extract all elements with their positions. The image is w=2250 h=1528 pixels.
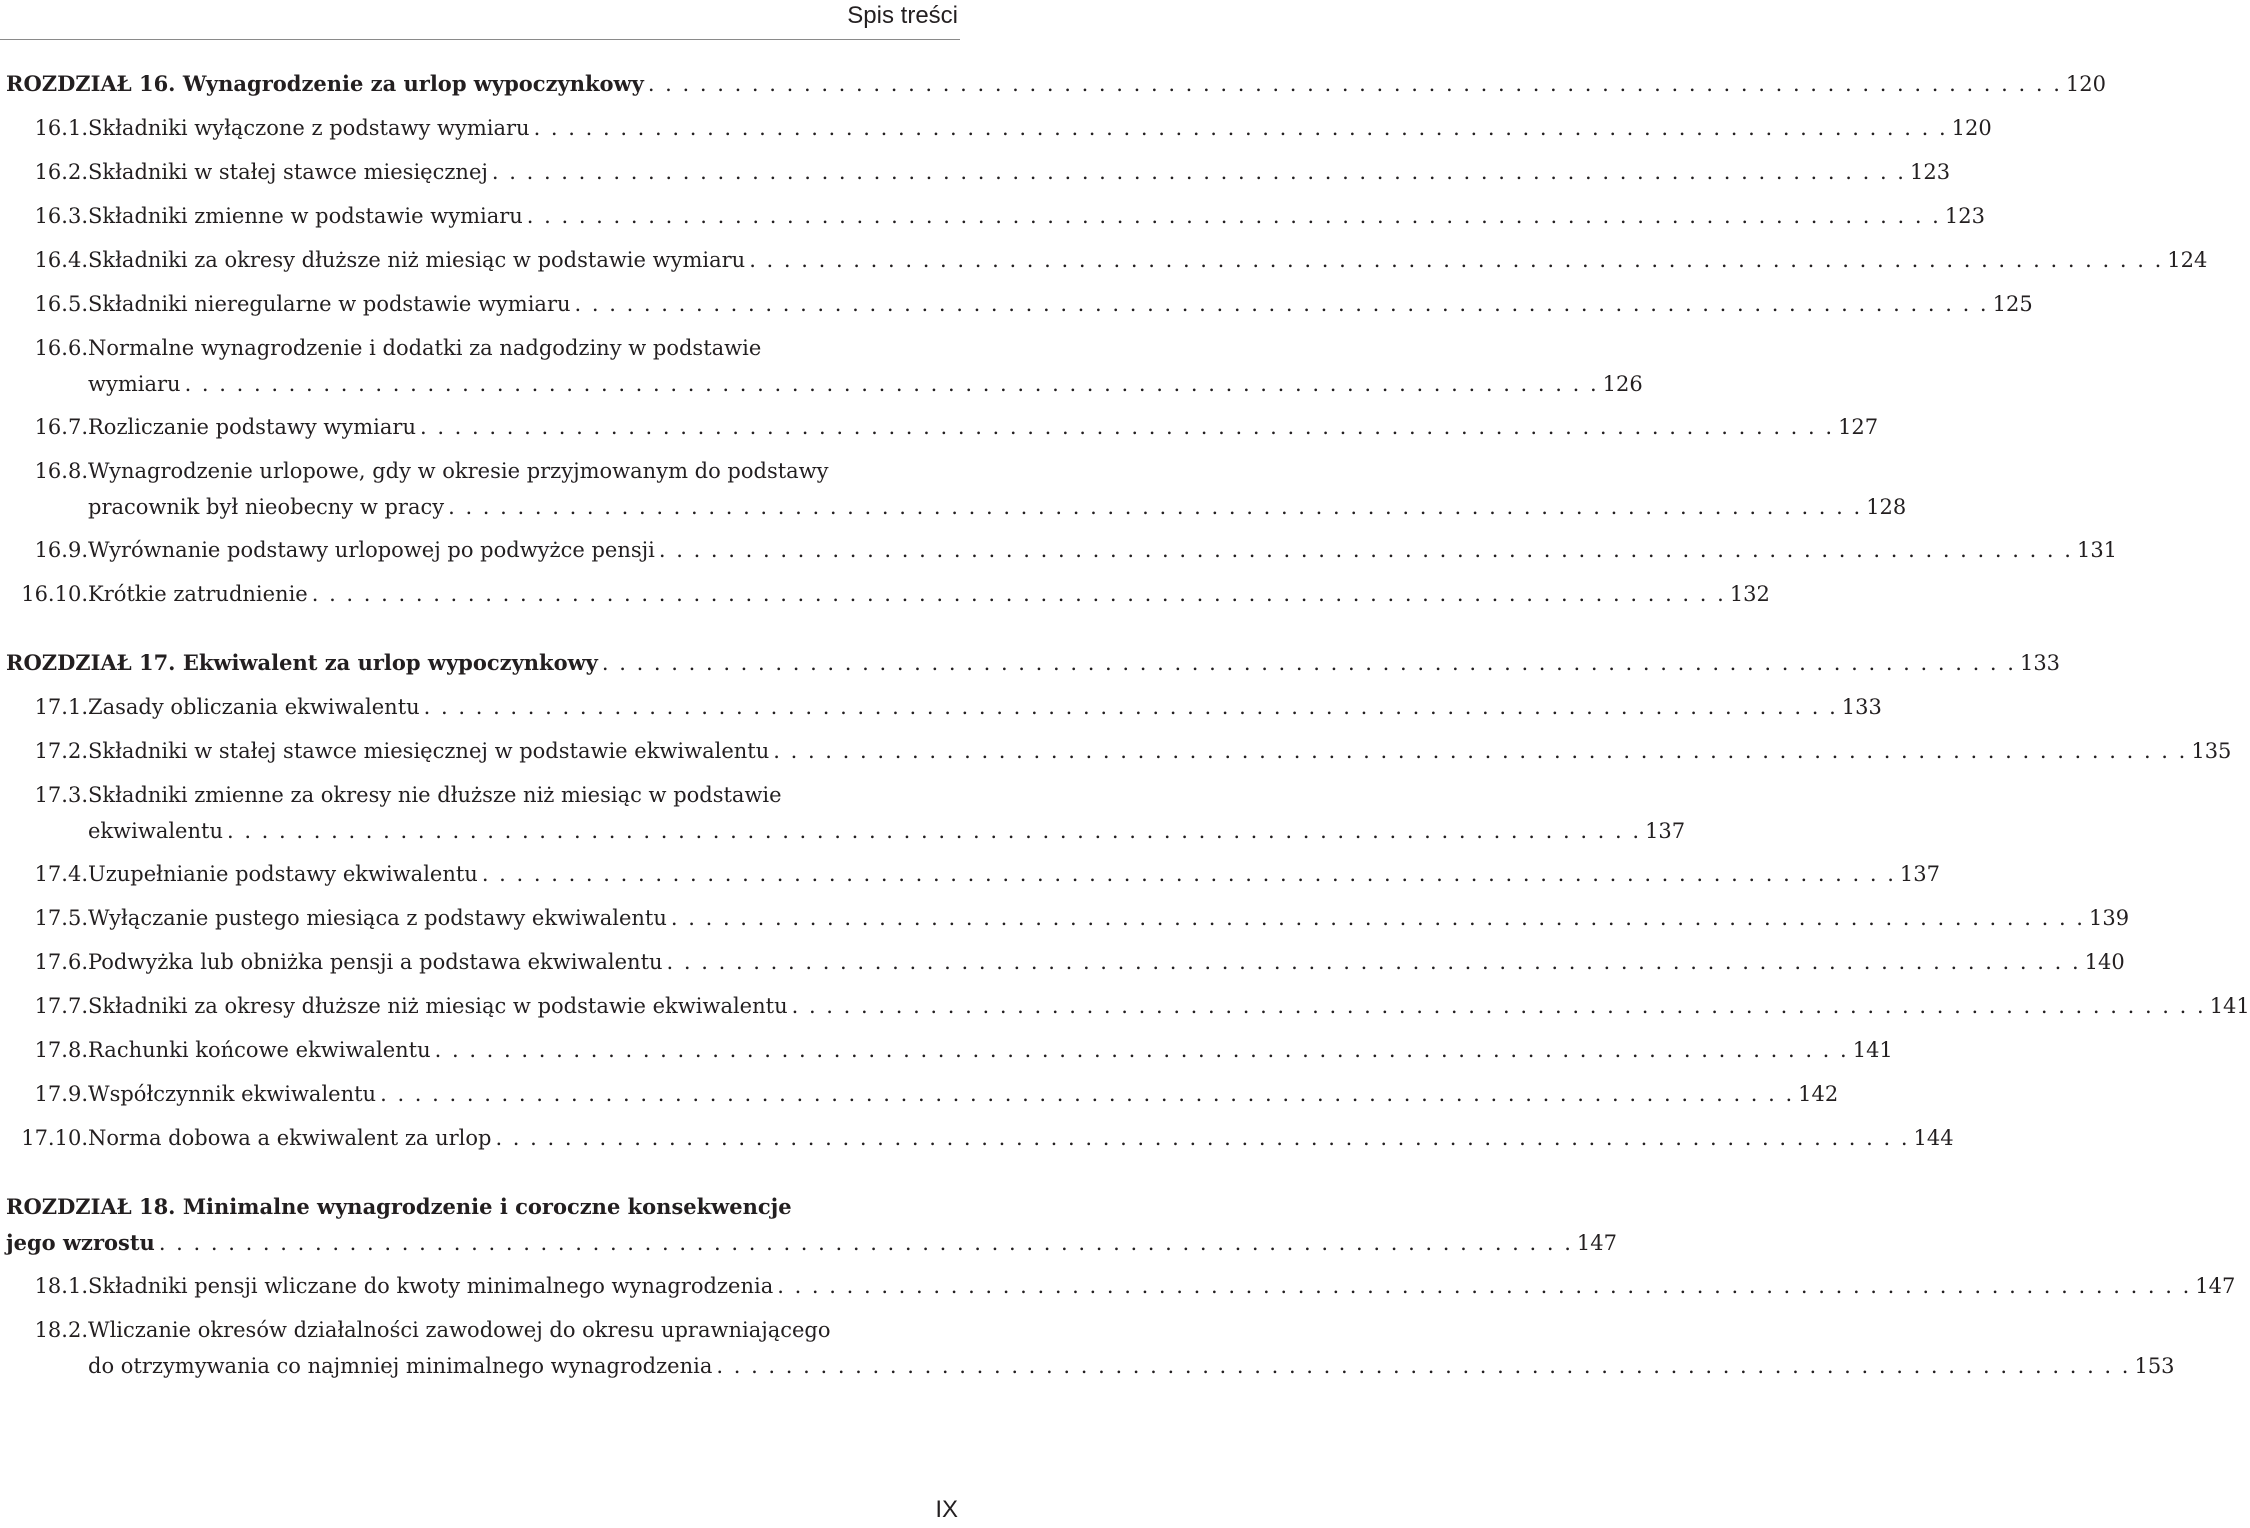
entry-title-text: Składniki zmienne za okresy nie dłuższe niż miesiąc w podstawie [88,783,782,807]
leader-row [88,242,2208,278]
entry-title [88,489,444,525]
entry-title [88,1348,712,1384]
leader-row [88,1120,1954,1156]
entry-title-text: Rachunki końcowe ekwiwalentu [88,1038,431,1062]
entry-title [6,1189,792,1225]
entry-title [88,1268,773,1304]
dot-leader: . . . . . . . . . . . . . . . . . . . . . . . . . . . . . . . . . . . . . . . . . . . . . . . . . . . . . . . . . . . . . . . . . . . . . . . . . . . . . . . . . . [601,651,2016,675]
toc-section-entry[interactable] [0,330,1643,402]
section-number: 18.2. [34,1318,88,1342]
page-number: 144 [1913,1126,1954,1150]
entry-title [88,286,571,322]
entry-title-text: Składniki nieregularne w podstawie wymiaru [88,292,571,316]
chapter-number: ROZDZIAŁ 16. [6,71,176,96]
dot-leader: . . . . . . . . . . . . . . . . . . . . . . . . . . . . . . . . . . . . . . . . . . . . . . . . . . . . . . . . . . . . . . . . . . . . . . . . . . . . . . . . . . [380,1082,1795,1106]
dot-leader: . . . . . . . . . . . . . . . . . . . . . . . . . . . . . . . . . . . . . . . . . . . . . . . . . . . . . . . . . . . . . . . . . . . . . . . . . . . . . . . . . . [311,582,1726,606]
leader-row [88,110,1992,146]
entry-title [88,689,420,725]
leader-row [88,689,1882,725]
toc-section-entry[interactable] [0,856,1940,892]
entry-title-text: Wynagrodzenie urlopowe, gdy w okresie przyjmowanym do podstawy [88,459,829,483]
leader-row [88,813,1686,849]
toc-entry-line [0,1076,1839,1112]
toc-entry-line [0,154,1951,190]
entry-title [88,576,308,612]
page-number: 123 [1944,204,1985,228]
toc-entry-line [0,489,1907,525]
page-number: 140 [2084,950,2125,974]
toc-section-entry[interactable] [0,532,2118,568]
toc-section-entry[interactable] [0,988,2250,1024]
toc-section-entry[interactable] [0,110,1992,146]
dot-leader: . . . . . . . . . . . . . . . . . . . . . . . . . . . . . . . . . . . . . . . . . . . . . . . . . . . . . . . . . . . . . . . . . . . . . . . . . . . . . . . . . . [791,994,2206,1018]
toc-entry-line [0,689,1882,725]
toc-section-entry[interactable] [0,286,2033,322]
toc-entry-line [0,110,1992,146]
toc-entry-line [0,1032,1893,1068]
leader-row [88,286,2033,322]
toc-chapter-entry[interactable] [0,1189,1617,1261]
entry-title-text: pracownik był nieobecny w pracy [88,495,445,519]
entry-title-text: Składniki w stałej stawce miesięcznej [88,160,488,184]
toc-entry-line [0,777,960,813]
leader-row [88,900,2130,936]
section-number: 16.1. [34,116,88,140]
toc-chapter-entry[interactable] [0,645,2061,681]
entry-title-text: Składniki za okresy dłuższe niż miesiąc w podstawie ekwiwalentu [88,994,788,1018]
entry-title [6,645,598,681]
leader-row [6,66,2106,102]
entry-title [88,242,745,278]
page-number: 137 [1899,862,1940,886]
toc-entry-line [0,813,1686,849]
toc-entry-line [0,1268,2236,1304]
section-number: 16.9. [34,538,88,562]
toc-entry-line [0,1348,2175,1384]
dot-leader: . . . . . . . . . . . . . . . . . . . . . . . . . . . . . . . . . . . . . . . . . . . . . . . . . . . . . . . . . . . . . . . . . . . . . . . . . . . . . . . . . . [491,160,1906,184]
page-number: 139 [2088,906,2130,930]
section-number: 17.5. [34,906,88,930]
entry-title-text: Wynagrodzenie za urlop wypoczynkowy [182,71,644,96]
entry-title-text: jego wzrostu [6,1230,155,1255]
leader-row [88,1032,1893,1068]
section-number: 17.6. [34,950,88,974]
leader-row [88,1076,1839,1112]
entry-title [88,733,769,769]
chapter-number: ROZDZIAŁ 17. [6,650,176,675]
leader-row [88,988,2250,1024]
entry-title-text: Składniki zmienne w podstawie wymiaru [88,204,523,228]
page-number: 123 [1909,160,1951,184]
entry-title [88,1076,376,1112]
entry-title [6,66,644,102]
toc-entry-line [0,645,2061,681]
entry-title [88,900,667,936]
leader-row [88,576,1770,612]
dot-leader: . . . . . . . . . . . . . . . . . . . . . . . . . . . . . . . . . . . . . . . . . . . . . . . . . . . . . . . . . . . . . . . . . . . . . . . . . . . . . . . . . . [419,415,1835,439]
toc-section-entry[interactable] [0,1032,1893,1068]
page-number: 147 [1576,1231,1617,1255]
dot-leader: . . . . . . . . . . . . . . . . . . . . . . . . . . . . . . . . . . . . . . . . . . . . . . . . . . . . . . . . . . . . . . . . . . . . . . . . . . . . . . . . . . [670,906,2085,930]
section-number: 17.9. [34,1082,88,1106]
section-number: 17.8. [34,1038,88,1062]
toc-section-entry[interactable] [0,242,2208,278]
entry-title [88,777,782,813]
entry-title-text: Rozliczanie podstawy wymiaru [88,415,416,439]
section-number: 18.1. [34,1274,88,1298]
toc-section-entry[interactable] [0,409,1879,445]
leader-row [88,366,1643,402]
toc-entry-line [0,1312,960,1348]
page-number: 147 [2195,1274,2236,1298]
entry-title [88,944,663,980]
section-number: 17.2. [34,739,88,763]
leader-row [6,1225,1617,1261]
toc-entry-line [0,66,2106,102]
section-number: 17.3. [34,783,88,807]
entry-title-text: Norma dobowa a ekwiwalent za urlop [88,1126,492,1150]
entry-title-text: Składniki wyłączone z podstawy wymiaru [88,116,530,140]
toc-entry-line [0,409,1879,445]
entry-title-text: Krótkie zatrudnienie [88,582,308,606]
entry-title [88,198,523,234]
toc-section-entry[interactable] [0,1076,1839,1112]
entry-title-text: Ekwiwalent za urlop wypoczynkowy [182,650,598,675]
leader-row [88,489,1907,525]
entry-title-text: Składniki pensji wliczane do kwoty minimalnego wynagrodzenia [88,1274,774,1298]
entry-title-text: do otrzymywania co najmniej minimalnego wynagrodzenia [88,1354,713,1378]
toc-entry-line [0,856,1940,892]
entry-title [88,813,223,849]
toc-entry-line [0,944,2125,980]
toc-section-entry[interactable] [0,900,2130,936]
section-number: 16.6. [34,336,88,360]
toc-section-entry[interactable] [0,453,1907,525]
entry-title-text: Normalne wynagrodzenie i dodatki za nadgodziny w podstawie [88,336,762,360]
toc-section-entry[interactable] [0,576,1770,612]
page-number: 153 [2134,1354,2175,1378]
entry-title [88,856,478,892]
toc-entry-line [0,1189,960,1225]
dot-leader: . . . . . . . . . . . . . . . . . . . . . . . . . . . . . . . . . . . . . . . . . . . . . . . . . . . . . . . . . . . . . . . . . . . . . . . . . . . . . . . . . . [749,248,2164,272]
toc-section-entry[interactable] [0,1268,2236,1304]
toc-entry-line [0,453,960,489]
entry-title-text: Wyłączanie pustego miesiąca z podstawy ekwiwalentu [88,906,667,930]
toc-entry-line [0,576,1770,612]
dot-leader: . . . . . . . . . . . . . . . . . . . . . . . . . . . . . . . . . . . . . . . . . . . . . . . . . . . . . . . . . . . . . . . . . . . . . . . . . . . . . . . . . . [423,695,1838,719]
entry-title [88,988,788,1024]
page-number: 137 [1645,819,1686,843]
entry-title-text: Współczynnik ekwiwalentu [88,1082,377,1106]
leader-row [88,1348,2175,1384]
leader-row [88,409,1879,445]
dot-leader: . . . . . . . . . . . . . . . . . . . . . . . . . . . . . . . . . . . . . . . . . . . . . . . . . . . . . . . . . . . . . . . . . . . . . . . . . . . . . . . . . . [777,1274,2192,1298]
section-number: 16.2. [34,160,88,184]
entry-title [88,453,829,489]
toc-section-entry[interactable] [0,944,2125,980]
section-number: 17.10. [21,1126,88,1150]
page-number: 120 [2065,72,2106,96]
page-folio: IX [935,1496,958,1523]
leader-row [88,532,2118,568]
page-number: 128 [1866,495,1907,519]
toc-entry-line [0,900,2130,936]
section-number: 16.4. [34,248,88,272]
toc-section-entry[interactable] [0,1120,1954,1156]
dot-leader: . . . . . . . . . . . . . . . . . . . . . . . . . . . . . . . . . . . . . . . . . . . . . . . . . . . . . . . . . . . . . . . . . . . . . . . . . . . . . . . . . . [647,72,2062,96]
dot-leader: . . . . . . . . . . . . . . . . . . . . . . . . . . . . . . . . . . . . . . . . . . . . . . . . . . . . . . . . . . . . . . . . . . . . . . . . . . . . . . . . . . [716,1354,2131,1378]
page-number: 126 [1602,372,1643,396]
section-number: 17.1. [34,695,88,719]
toc-entry-line [0,733,2232,769]
toc-entry-line [0,1225,1617,1261]
toc-entry-line [0,366,1643,402]
chapter-number: ROZDZIAŁ 18. [6,1194,176,1219]
leader-row [88,944,2125,980]
entry-title-text: Podwyżka lub obniżka pensji a podstawa ekwiwalentu [88,950,663,974]
entry-title-text: Zasady obliczania ekwiwalentu [88,695,420,719]
entry-title-text: Uzupełnianie podstawy ekwiwalentu [88,862,478,886]
entry-title [88,1312,831,1348]
entry-title [6,1225,155,1261]
leader-row [88,856,1940,892]
entry-title [88,366,181,402]
entry-title-text: Składniki w stałej stawce miesięcznej w podstawie ekwiwalentu [88,739,770,763]
page-number: 132 [1729,582,1770,606]
toc-section-entry[interactable] [0,1312,2175,1384]
toc-section-entry[interactable] [0,198,1985,234]
entry-title [88,1032,431,1068]
dot-leader: . . . . . . . . . . . . . . . . . . . . . . . . . . . . . . . . . . . . . . . . . . . . . . . . . . . . . . . . . . . . . . . . . . . . . . . . . . . . . . . . . . [526,204,1941,228]
dot-leader: . . . . . . . . . . . . . . . . . . . . . . . . . . . . . . . . . . . . . . . . . . . . . . . . . . . . . . . . . . . . . . . . . . . . . . . . . . . . . . . . . . [184,372,1599,396]
toc-entry-line [0,330,960,366]
dot-leader: . . . . . . . . . . . . . . . . . . . . . . . . . . . . . . . . . . . . . . . . . . . . . . . . . . . . . . . . . . . . . . . . . . . . . . . . . . . . . . . . . . [434,1038,1849,1062]
toc-section-entry[interactable] [0,777,1686,849]
section-number: 16.3. [34,204,88,228]
section-number: 16.7. [34,415,88,439]
toc-section-entry[interactable] [0,154,1951,190]
toc-entry-line [0,242,2208,278]
section-number: 16.8. [34,459,88,483]
dot-leader: . . . . . . . . . . . . . . . . . . . . . . . . . . . . . . . . . . . . . . . . . . . . . . . . . . . . . . . . . . . . . . . . . . . . . . . . . . . . . . . . . . [666,950,2081,974]
dot-leader: . . . . . . . . . . . . . . . . . . . . . . . . . . . . . . . . . . . . . . . . . . . . . . . . . . . . . . . . . . . . . . . . . . . . . . . . . . . . . . . . . . [495,1126,1910,1150]
entry-title [88,330,761,366]
entry-title [88,1120,491,1156]
page-number: 135 [2191,739,2232,763]
leader-row [88,154,1951,190]
page-number: 133 [2019,651,2061,675]
entry-title-text: wymiaru [88,372,181,396]
entry-title [88,154,488,190]
dot-leader: . . . . . . . . . . . . . . . . . . . . . . . . . . . . . . . . . . . . . . . . . . . . . . . . . . . . . . . . . . . . . . . . . . . . . . . . . . . . . . . . . . [448,495,1863,519]
entry-title-text: Wliczanie okresów działalności zawodowej do okresu uprawniającego [88,1318,831,1342]
page-number: 131 [2076,538,2118,562]
running-header-title: Spis treści [847,2,958,29]
page-number: 142 [1798,1082,1839,1106]
page-number: 141 [2209,994,2250,1018]
section-number: 16.10. [21,582,88,606]
toc-chapter-entry[interactable] [0,66,2106,102]
entry-title [88,409,416,445]
section-number: 17.7. [34,994,88,1018]
entry-title-text: Wyrównanie podstawy urlopowej po podwyżce pensji [88,538,655,562]
page-number: 120 [1951,116,1992,140]
toc-entry-line [0,532,2118,568]
dot-leader: . . . . . . . . . . . . . . . . . . . . . . . . . . . . . . . . . . . . . . . . . . . . . . . . . . . . . . . . . . . . . . . . . . . . . . . . . . . . . . . . . . [158,1231,1573,1255]
page-number: 141 [1852,1038,1893,1062]
entry-title [88,110,530,146]
section-number: 17.4. [34,862,88,886]
entry-title-text: Składniki za okresy dłuższe niż miesiąc w podstawie wymiaru [88,248,746,272]
page-number: 125 [1992,292,2033,316]
toc-section-entry[interactable] [0,733,2232,769]
toc-entry-line [0,198,1985,234]
dot-leader: . . . . . . . . . . . . . . . . . . . . . . . . . . . . . . . . . . . . . . . . . . . . . . . . . . . . . . . . . . . . . . . . . . . . . . . . . . . . . . . . . . [481,862,1896,886]
page-number: 127 [1838,415,1879,439]
entry-title [88,532,655,568]
page-number: 124 [2167,248,2208,272]
leader-row [88,198,1985,234]
leader-row [88,1268,2236,1304]
dot-leader: . . . . . . . . . . . . . . . . . . . . . . . . . . . . . . . . . . . . . . . . . . . . . . . . . . . . . . . . . . . . . . . . . . . . . . . . . . . . . . . . . . [658,538,2073,562]
leader-row [88,733,2232,769]
dot-leader: . . . . . . . . . . . . . . . . . . . . . . . . . . . . . . . . . . . . . . . . . . . . . . . . . . . . . . . . . . . . . . . . . . . . . . . . . . . . . . . . . . [533,116,1948,140]
toc-entry-line [0,286,2033,322]
toc-section-entry[interactable] [0,689,1882,725]
section-number: 16.5. [34,292,88,316]
page-number: 133 [1841,695,1882,719]
entry-title-text: ekwiwalentu [88,819,223,843]
leader-row [6,645,2061,681]
toc-entry-line [0,988,2250,1024]
entry-title-text: Minimalne wynagrodzenie i coroczne konsekwencje [182,1194,792,1219]
dot-leader: . . . . . . . . . . . . . . . . . . . . . . . . . . . . . . . . . . . . . . . . . . . . . . . . . . . . . . . . . . . . . . . . . . . . . . . . . . . . . . . . . . [773,739,2188,763]
toc-entry-line [0,1120,1954,1156]
dot-leader: . . . . . . . . . . . . . . . . . . . . . . . . . . . . . . . . . . . . . . . . . . . . . . . . . . . . . . . . . . . . . . . . . . . . . . . . . . . . . . . . . . [226,819,1642,843]
dot-leader: . . . . . . . . . . . . . . . . . . . . . . . . . . . . . . . . . . . . . . . . . . . . . . . . . . . . . . . . . . . . . . . . . . . . . . . . . . . . . . . . . . [574,292,1989,316]
